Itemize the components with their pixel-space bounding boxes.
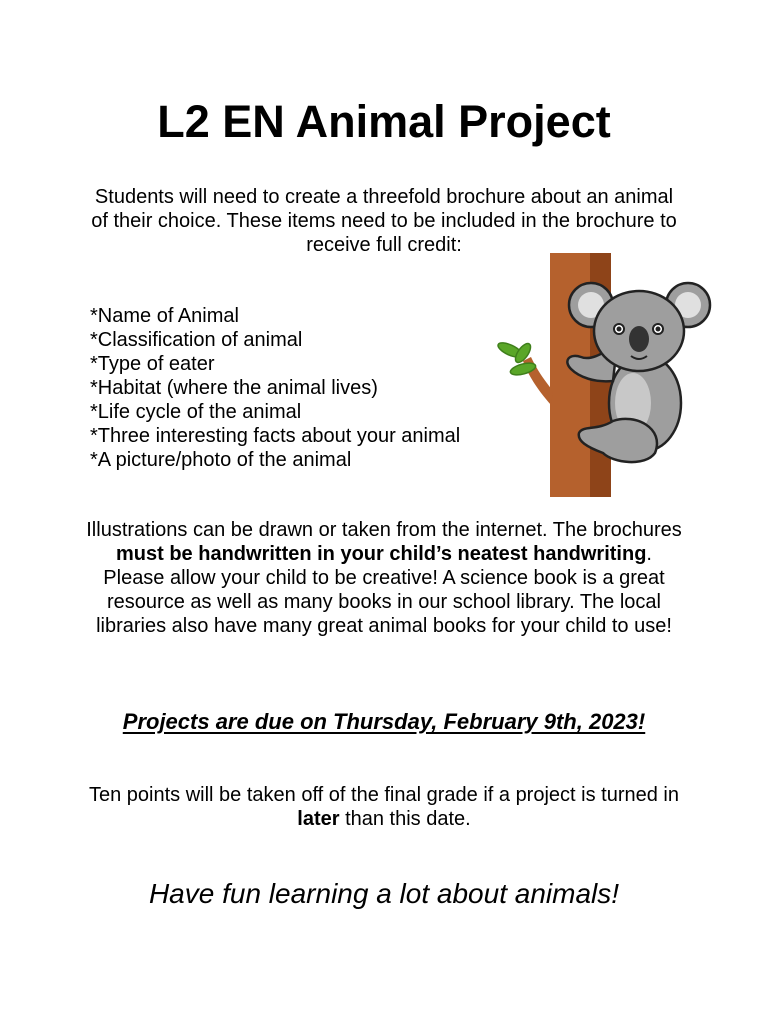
koala-pupil-left [617, 327, 622, 332]
list-item: *Life cycle of the animal [90, 401, 302, 423]
closing-message: Have fun learning a lot about animals! [148, 878, 620, 909]
list-item: *Name of Animal [90, 305, 239, 327]
info-paragraph [84, 518, 684, 638]
list-item: *Classification of animal [90, 329, 303, 351]
koala-nose [629, 326, 649, 352]
info-text: Illustrations can be drawn or taken from the internet. The brochures [86, 519, 682, 541]
penalty-text: Ten points will be taken off of the final grade if a project is turned in [89, 784, 679, 806]
due-date-text: Projects are due on Thursday, February 9th, 2023! [122, 709, 646, 734]
koala-illustration [495, 253, 715, 497]
penalty-paragraph [84, 783, 684, 831]
intro-paragraph: Students will need to create a threefold brochure about an animal of their choice. These items need to be included in the brochure to receive full credit: [91, 186, 677, 256]
page-title: L2 EN Animal Project [157, 96, 611, 147]
list-item: *A picture/photo of the animal [90, 449, 352, 471]
list-item: *Habitat (where the animal lives) [90, 377, 378, 399]
koala-pupil-right [656, 327, 661, 332]
requirements-list [90, 304, 460, 472]
due-date-notice [0, 709, 768, 735]
info-emphasis: must be handwritten in your child’s neatest handwriting [116, 543, 647, 565]
list-item: *Type of eater [90, 353, 215, 375]
penalty-emphasis: later [297, 808, 340, 830]
list-item: *Three interesting facts about your animal [90, 425, 461, 447]
info-text: . Please allow your child to be creative! A science book is a great resource as well as many books in our school library. The local libraries also have many great animal books for your child to use! [96, 543, 672, 637]
penalty-text: than this date. [339, 808, 471, 830]
